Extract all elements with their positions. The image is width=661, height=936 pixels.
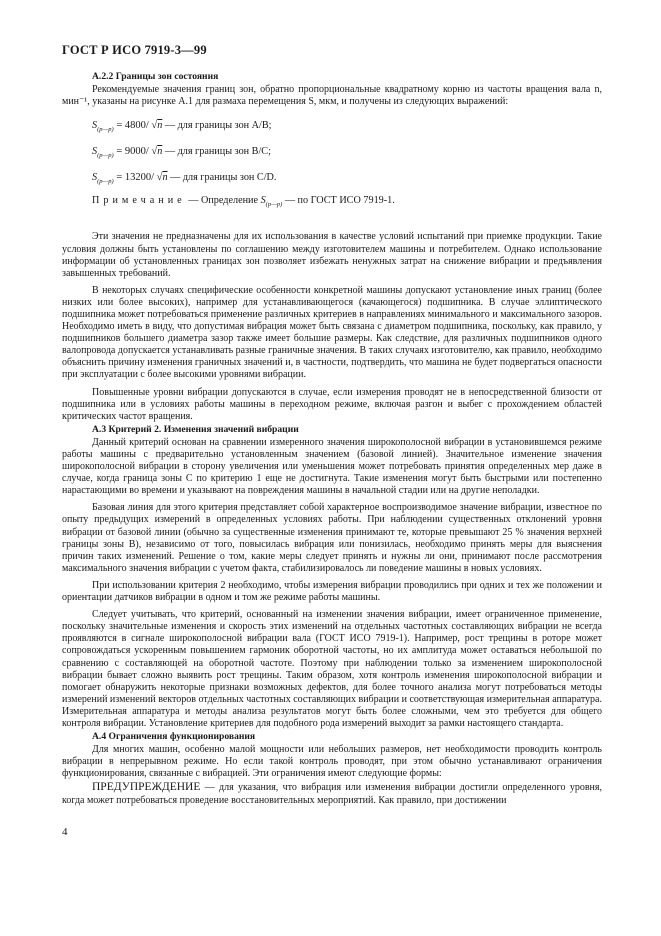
section-heading-a4: А.4 Ограничения функционирования (92, 731, 256, 743)
note: Примечание — Определение $S_{(p—p)}$ — по ГОСТ ИСО 7919-1. (92, 195, 395, 209)
paragraph-a3-2: Базовая линия для этого критерия представляет собой характерное воспроизводимое значение вибрации, известное по опыту предыдущих измерений в определенных условиях работы. При наблюдении существенных отклонений уровня вибрации от базовой линии (обычно за существенные изменения принимают те, которые превышают 25 % значения верхней границы зоны B), независимо от того, повысилась вибрация или понизилась, необходимо принять меры для выяснения причин таких изменений. Решение о том, какие меры следует принять и нужны ли они, принимают после рассмотрения максимального значения вибрации с учетом факта, стабилизировалось ли поведение машины в новых условиях. (62, 502, 602, 574)
paragraph-a3-1: Данный критерий основан на сравнении измеренного значения широкополосной вибрации в установившемся режиме работы машины с предварительно установленным значением (базовой линией). Значительное изменение значения широкополосной вибрации в сторону увеличения или уменьшения может потребовать принятия определенных мер даже в случае, когда граница зоны C по критерию 1 еще не достигнута. Такие изменения могут быть быстрыми или постепенно нарастающими во времени и указывают на повреждения машины в начальной стадии или на другие неполадки. (62, 436, 602, 497)
paragraph-a3-3: При использовании критерия 2 необходимо, чтобы измерения вибрации проводились при одних и тех же положении и ориентации датчиков вибрации в одном и том же режиме работы машины. (62, 579, 602, 604)
paragraph-a22-3: Повышенные уровни вибрации допускаются в случае, если измерения проводят не в непосредственной близости от подшипника или в условиях работы машины в переходном режиме, включая разгон и выбег с прохождением областей критических частот вращения. (62, 386, 602, 422)
paragraph-a22-intro: Рекомендуемые значения границ зон, обратно пропорциональные квадратному корню из частоты вращения вала n, мин⁻¹, указаны на рисунке А.1 для размаха перемещения S, мкм, и получены из следующих выражений: (62, 84, 602, 108)
document-body (62, 71, 602, 808)
paragraph-a22-2: В некоторых случаях специфические особенности конкретной машины допускают установление иных границ (более низких или более высоких), например для устанавливающегося (качающегося) подшипника. В случае эллиптического подшипника может потребоваться применение различных критериев в направлениях минимального и максимального зазоров. Необходимо иметь в виду, что допустимая вибрация может быть связана с диаметром подшипника, поскольку, как правило, у подшипников большего диаметра зазор также имеет большие размеры. Как следствие, для различных подшипников одного валопровода допускается устанавливать разные граничные значения. В таких случаях изготовителю, как правило, необходимо объяснить причину изменения граничных значений и, в частности, подтвердить, что машина не будет подвергаться опасности при эксплуатации с более высокими уровнями вибрации. (62, 284, 602, 381)
section-heading-a22: А.2.2 Границы зон состояния (92, 71, 219, 82)
formula-cd: $S_{(p—p)} = 13200/$ √n — для границы зон C/D. (92, 172, 277, 186)
paragraph-a4-1: Для многих машин, особенно малой мощности или небольших размеров, нет необходимости проводить контроль вибрации в непрерывном режиме. Но если такой контроль проводят, при этом обычно устанавливают ограничения функционирования, связанные с вибрацией. Эти ограничения имеют следующие формы: (62, 744, 602, 780)
formula-bc: $S_{(p—p)} = 9000/$ √n — для границы зон B/C; (92, 146, 271, 160)
section-heading-a3: А.3 Критерий 2. Изменения значений вибрации (92, 423, 299, 435)
note-label: Примечание (92, 195, 186, 207)
paragraph-a3-4: Следует учитывать, что критерий, основанный на изменении значения вибрации, имеет ограниченное применение, поскольку значительные изменения и скорость этих изменений на отдельных частотных составляющих вибрации не всегда проявляются в сигнале широкополосной вибрации вала (ГОСТ ИСО 7919-1). Например, рост трещины в роторе может сопровождаться ускоренным повышением гармоник оборотной частоты, но их амплитуда может оставаться небольшой по сравнению с составляющей на оборотной частоте. Поэтому при наблюдении только за изменением широкополосной вибрации бывает сложно выявить рост трещины. Таким образом, хотя контроль изменения широкополосной вибрации и помогает обнаружить некоторые признаки возможных дефектов, для более точного анализа могут потребоваться методы измерений изменений векторов отдельных частотных составляющих вибрации и соответствующая измерительная аппаратура. Измерительная аппаратура и методы анализа результатов могут быть более сложными, чем это требуется для общего контроля вибрации. Установление критериев для подобного рода измерений выходит за рамки настоящего стандарта. (62, 609, 602, 729)
paragraph-a4-warning: ПРЕДУПРЕЖДЕНИЕ — для указания, что вибрация или изменения вибрации достигли определенного уровня, когда может потребоваться проведение восстановительных мероприятий. Как правило, при достижении (62, 781, 602, 806)
warning-label: ПРЕДУПРЕЖДЕНИЕ (92, 781, 201, 794)
formula-ab: $S_{(p—p)} = 4800/$ √n — для границы зон A/B; (92, 120, 272, 134)
page-number: 4 (62, 826, 68, 838)
document-header: ГОСТ Р ИСО 7919-3—99 (62, 43, 207, 57)
paragraph-a22-1: Эти значения не предназначены для их использования в качестве условий испытаний при приемке продукции. Такие условия должны быть установлены по соглашению между изготовителем машины и потребителем. Однако использование информации об установленных границах зон позволяет избежать ненужных затрат на снижение вибрации и предъявления завышенных требований. (62, 231, 602, 279)
